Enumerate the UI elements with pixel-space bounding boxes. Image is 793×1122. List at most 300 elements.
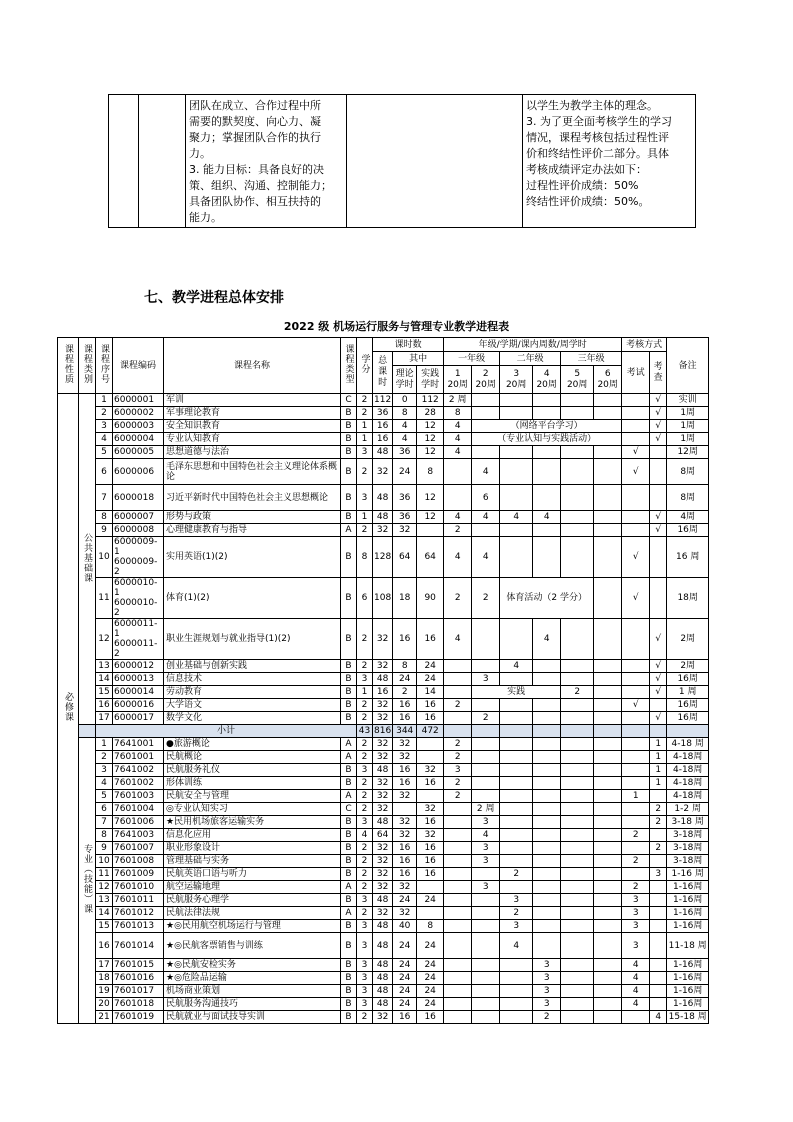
credit-cell: 3: [357, 673, 373, 686]
practice-hours-cell: [417, 881, 444, 894]
credit-cell: 2: [357, 699, 373, 712]
code-cell: 6000008: [113, 524, 164, 537]
total-hours-cell: 32: [373, 868, 393, 881]
sem-4-cell: [533, 459, 561, 485]
sem-5-cell: [561, 803, 594, 816]
credit-cell: 3: [357, 920, 373, 933]
theory-hours-cell: 4: [393, 420, 417, 433]
check-cell: √: [650, 712, 667, 725]
total-hours-cell: 112: [374, 395, 392, 405]
sem-1-cell: 2: [444, 578, 472, 619]
header-line: 实践: [421, 368, 440, 379]
sem-1-cell: 8: [444, 407, 472, 420]
total-hours-cell: 48: [373, 816, 393, 829]
header-line: 20周: [475, 379, 496, 390]
practice-hours-cell: 24: [417, 998, 444, 1011]
required-course-text: 必修课: [63, 692, 73, 722]
table-row: [58, 842, 709, 855]
sem-3-cell: [500, 485, 533, 511]
sem-5-cell: [561, 446, 594, 459]
sem-3-cell: 2: [500, 868, 533, 881]
exam-cell: 2: [622, 829, 650, 842]
practice-hours-cell: 16: [417, 712, 444, 725]
text-line: 终结性评价成绩：50%。: [526, 195, 650, 208]
header-line: 学时: [421, 379, 440, 390]
exam-cell: √: [622, 537, 650, 578]
sem-2-cell: 3: [472, 881, 500, 894]
seq-cell: 9: [96, 524, 113, 537]
sem-1-cell: [444, 660, 472, 673]
sem-2-cell: [472, 394, 500, 407]
course-name-cell: 职业生涯规划与就业指导(1)(2): [164, 619, 341, 660]
subtotal-sem-1: [444, 725, 472, 738]
header-line: 20周: [597, 379, 618, 390]
sem-2-cell: [472, 751, 500, 764]
sem-3-cell: [500, 985, 533, 998]
remark-cell: 1-16周: [667, 881, 709, 894]
exam-cell: [622, 842, 650, 855]
sem-1-cell: [444, 855, 472, 868]
credit-cell: 2: [357, 524, 373, 537]
check-cell: [650, 855, 667, 868]
credit-cell: 2: [357, 619, 373, 660]
sem-1-cell: 4: [444, 420, 472, 433]
total-hours-cell: 32: [373, 842, 393, 855]
course-name-cell: 民航法律法规: [164, 907, 341, 920]
table-row: [58, 920, 709, 933]
sem-1-cell: 4: [444, 433, 472, 446]
code-cell: 7601008: [113, 855, 164, 868]
course-name-cell: ★◎民用航空机场运行与管理: [164, 920, 341, 933]
remark-cell: 16周: [667, 673, 709, 686]
code-cell: 6000010-1 6000010-2: [113, 578, 164, 619]
theory-hours-cell: 36: [393, 446, 417, 459]
course-name-cell: 军训: [164, 394, 341, 407]
header-sem-5: [561, 366, 594, 394]
top-cell-1: [109, 95, 139, 228]
sem-4-cell: [533, 933, 561, 959]
sem-6-cell: [594, 881, 622, 894]
table-row: [58, 699, 709, 712]
sem-4-cell: 2: [533, 1011, 561, 1024]
code-cell: 6000009-1 6000009-2: [113, 537, 164, 578]
sem-1-cell: [444, 920, 472, 933]
sem-4-cell: [533, 790, 561, 803]
theory-hours-cell: 2: [393, 686, 417, 699]
header-sem-6: [594, 366, 622, 394]
table-caption: 2022 级 机场运行服务与管理专业教学进程表: [283, 320, 510, 333]
course-name-cell: 民航概论: [164, 751, 341, 764]
code-cell: 7601006: [113, 816, 164, 829]
text-line: 情况，课程考核包括过程性评: [526, 131, 669, 144]
sem-1-cell: [444, 673, 472, 686]
total-hours-cell: 36: [373, 407, 393, 420]
theory-hours-cell: 24: [393, 459, 417, 485]
text-line: 价和终结性评价二部分。具体: [526, 147, 669, 160]
sem-1-cell: [444, 972, 472, 985]
sem-2-cell: 4: [472, 459, 500, 485]
seq-cell: 14: [96, 673, 113, 686]
course-name-cell: 信息技术: [164, 673, 341, 686]
sem-2-cell: [472, 777, 500, 790]
type-cell: B: [341, 446, 357, 459]
theory-hours-cell: 24: [393, 998, 417, 1011]
credit-cell: 3: [357, 998, 373, 1011]
course-name-cell: 劳动教育: [164, 686, 341, 699]
practice-hours-cell: 12: [417, 420, 444, 433]
practice-hours-cell: 16: [417, 699, 444, 712]
theory-hours-cell: 0: [393, 394, 417, 407]
total-hours-cell: 64: [373, 829, 393, 842]
table-row: [58, 712, 709, 725]
sem-1-cell: 4: [444, 619, 472, 660]
exam-cell: [622, 764, 650, 777]
remark-cell: 1-16周: [667, 998, 709, 1011]
sem-2-cell: 3: [472, 842, 500, 855]
remark-cell: 12周: [667, 446, 709, 459]
course-name-cell: 创业基础与创新实践: [164, 660, 341, 673]
subtotal-practice: 472: [417, 725, 444, 738]
practice-hours-cell: 32: [417, 829, 444, 842]
code-cell: 7641003: [113, 829, 164, 842]
course-name-cell: ★◎危险品运输: [164, 972, 341, 985]
credit-cell: 6: [357, 578, 373, 619]
sem-1-cell: [444, 894, 472, 907]
course-name-cell: ◎专业认知实习: [164, 803, 341, 816]
type-cell: C: [341, 803, 357, 816]
sem-4-cell: [533, 907, 561, 920]
header-seq: 课程序号: [96, 338, 113, 394]
seq-cell: 17: [96, 712, 113, 725]
seq-cell: 13: [96, 660, 113, 673]
sem-6-cell: [594, 511, 622, 524]
type-cell: B: [341, 420, 357, 433]
check-cell: [650, 578, 667, 619]
check-cell: 2: [650, 803, 667, 816]
remark-cell: 16周: [667, 699, 709, 712]
total-hours-cell: 48: [373, 894, 393, 907]
credit-cell: 3: [357, 446, 373, 459]
code-cell: 7641001: [113, 738, 164, 751]
course-name-cell: 民航服务礼仪: [164, 764, 341, 777]
code-cell: 7601019: [113, 1011, 164, 1024]
remark-cell: 1-2 周: [667, 803, 709, 816]
remark-cell: 1-16周: [667, 920, 709, 933]
sem-6-cell: [594, 394, 622, 407]
header-code: 课程编码: [113, 338, 164, 394]
sem-1-cell: [444, 881, 472, 894]
table-row: [58, 868, 709, 881]
total-hours-cell: 32: [373, 855, 393, 868]
code-cell: 6000014: [113, 686, 164, 699]
course-name-cell: 数学文化: [164, 712, 341, 725]
check-cell: 3: [650, 868, 667, 881]
total-hours-cell: 32: [373, 790, 393, 803]
seq-cell: 11: [96, 868, 113, 881]
sem-5-cell: [561, 998, 594, 1011]
remark-cell: 8周: [667, 485, 709, 511]
sem-1-cell: 2: [444, 524, 472, 537]
sem-6-cell: [594, 959, 622, 972]
subtotal-sem-4: [533, 725, 561, 738]
course-name-cell: 民航安全与管理: [164, 790, 341, 803]
remark-cell: 4-18周: [667, 777, 709, 790]
sem-4-cell: [533, 855, 561, 868]
header-line: 1: [454, 368, 461, 379]
sem-4-cell: [533, 738, 561, 751]
sem-6-cell: [594, 578, 622, 619]
type-cell: B: [341, 578, 357, 619]
table-row: [58, 420, 709, 433]
type-cell: B: [341, 712, 357, 725]
check-cell: [650, 790, 667, 803]
sem-3-cell: [500, 881, 533, 894]
sem-5-cell: [561, 738, 594, 751]
header-line: 2: [482, 368, 489, 379]
table-row: [58, 933, 709, 959]
total-hours-cell: 16: [373, 433, 393, 446]
exam-cell: [622, 1011, 650, 1024]
total-hours-cell: 108: [373, 578, 393, 619]
type-cell: B: [341, 764, 357, 777]
sem-6-cell: [594, 485, 622, 511]
table-row: [58, 959, 709, 972]
remark-cell: 实训: [667, 394, 709, 407]
sem-6-cell: [594, 524, 622, 537]
remark-cell: 1 周: [667, 686, 709, 699]
subtotal-remark: [667, 725, 709, 738]
table-row: [58, 738, 709, 751]
sem-2-cell: [472, 959, 500, 972]
sem-4-cell: [533, 699, 561, 712]
sem-5-cell: [561, 777, 594, 790]
theory-hours-cell: 32: [393, 751, 417, 764]
seq-cell: 7: [96, 816, 113, 829]
sem-5-cell: [561, 972, 594, 985]
total-hours-cell: 48: [373, 485, 393, 511]
sem-3-cell: [500, 537, 533, 578]
sem-2-cell: [472, 985, 500, 998]
sem-3-cell: [500, 407, 533, 420]
header-line: 4: [543, 368, 550, 379]
credit-cell: 2: [357, 790, 373, 803]
sem-5-cell: [561, 751, 594, 764]
theory-hours-cell: 16: [393, 855, 417, 868]
sem-3-cell: [500, 829, 533, 842]
sem-3-cell: [500, 751, 533, 764]
sem-6-cell: [594, 673, 622, 686]
sem-1-cell: 4: [444, 537, 472, 578]
header-check: [650, 352, 667, 394]
theory-hours-cell: 18: [393, 578, 417, 619]
seq-cell: 18: [96, 972, 113, 985]
practice-hours-cell: 8: [417, 459, 444, 485]
sem-3-cell: [500, 816, 533, 829]
exam-cell: [622, 394, 650, 407]
sem-5-cell: [561, 1011, 594, 1024]
header-remark: 备注: [667, 338, 709, 394]
sem-2-cell: [472, 699, 500, 712]
required-course-label: [58, 394, 79, 1024]
remark-cell: 4-18周: [667, 790, 709, 803]
table-row: [58, 764, 709, 777]
exam-cell: [622, 511, 650, 524]
sem-5-cell: [561, 829, 594, 842]
credit-cell: 2: [357, 712, 373, 725]
credit-cell: 2: [357, 855, 373, 868]
sem-3-cell: [500, 673, 533, 686]
type-cell: B: [341, 816, 357, 829]
remark-cell: 3-18周: [667, 842, 709, 855]
check-cell: [650, 537, 667, 578]
header-line: 20周: [447, 379, 468, 390]
check-cell: [650, 920, 667, 933]
seq-cell: 1: [96, 394, 113, 407]
check-cell: 1: [650, 777, 667, 790]
table-row: [58, 803, 709, 816]
sem-2-cell: [472, 1011, 500, 1024]
total-hours-cell: 32: [373, 660, 393, 673]
course-name-cell: 职业形象设计: [164, 842, 341, 855]
table-row: [58, 578, 709, 619]
theory-hours-cell: 32: [393, 907, 417, 920]
sem-2-cell: 4: [472, 537, 500, 578]
seq-cell: 6: [96, 803, 113, 816]
course-name-cell: 实用英语(1)(2): [164, 537, 341, 578]
sem-4-cell: [533, 394, 561, 407]
seq-cell: 8: [96, 829, 113, 842]
theory-hours-cell: 36: [393, 485, 417, 511]
remark-cell: 1-16周: [667, 907, 709, 920]
seq-cell: 12: [96, 619, 113, 660]
seq-cell: 5: [96, 446, 113, 459]
sem-1-cell: 2: [444, 699, 472, 712]
credit-cell: 3: [357, 485, 373, 511]
sem-4-cell: 4: [533, 511, 561, 524]
total-hours-cell: 16: [373, 686, 393, 699]
exam-cell: 3: [622, 933, 650, 959]
sem-2-cell: [472, 894, 500, 907]
check-cell: 4: [650, 1011, 667, 1024]
sem-2-cell: 2: [472, 578, 500, 619]
practice-hours-cell: 24: [417, 933, 444, 959]
check-cell: [650, 881, 667, 894]
sem-3-cell: [500, 394, 533, 407]
sem-1-cell: [444, 868, 472, 881]
type-cell: B: [341, 511, 357, 524]
type-cell: B: [341, 407, 357, 420]
table-row: [58, 829, 709, 842]
table-row: [58, 673, 709, 686]
subtotal-row: [58, 725, 709, 738]
exam-cell: [622, 868, 650, 881]
subtotal-total: 816: [374, 726, 392, 736]
sem-5-cell: [561, 894, 594, 907]
code-cell: 6000004: [113, 433, 164, 446]
top-continuation-table: [108, 94, 696, 228]
type-cell: B: [341, 985, 357, 998]
total-hours-cell: 32: [373, 803, 393, 816]
seq-cell: 5: [96, 790, 113, 803]
seq-cell: 4: [96, 777, 113, 790]
sem-1-cell: 4: [444, 511, 472, 524]
type-cell: B: [341, 433, 357, 446]
total-hours-cell: 48: [373, 959, 393, 972]
theory-hours-cell: 32: [393, 738, 417, 751]
check-cell: √: [650, 660, 667, 673]
sem-1-cell: [444, 959, 472, 972]
sem-6-cell: [594, 537, 622, 578]
sem-6-cell: [594, 803, 622, 816]
check-cell: 2: [650, 842, 667, 855]
subtotal-category: [79, 725, 96, 738]
remark-cell: 2周: [667, 660, 709, 673]
header-sem-2: [472, 366, 500, 394]
sem-2-cell: 3: [472, 855, 500, 868]
sem-1-cell: [444, 485, 472, 511]
sem-2-cell: [472, 764, 500, 777]
practice-hours-cell: 24: [417, 673, 444, 686]
text-line: 3. 为了更全面考核学生的学习: [526, 115, 672, 128]
sem-2-cell: 2: [472, 712, 500, 725]
header-line: 查: [653, 372, 663, 383]
course-name-cell: ★◎民航安检实务: [164, 959, 341, 972]
course-name-cell: 民航就业与面试技导实训: [164, 1011, 341, 1024]
total-hours-cell: 32: [373, 712, 393, 725]
subtotal-sem-6: [594, 725, 622, 738]
top-cell-objectives: [186, 95, 347, 228]
sem-1-cell: [444, 907, 472, 920]
total-hours-cell: 48: [373, 972, 393, 985]
theory-hours-cell: 64: [393, 537, 417, 578]
table-row: [58, 433, 709, 446]
sem-4-cell: [533, 485, 561, 511]
header-line: 20周: [505, 379, 527, 390]
remark-cell: 1-16 周: [667, 868, 709, 881]
remark-cell: 1周: [667, 420, 709, 433]
exam-cell: [622, 660, 650, 673]
seq-cell: 17: [96, 959, 113, 972]
text-line: 考核成绩评定办法如下：: [526, 163, 647, 176]
practice-hours-cell: 24: [417, 972, 444, 985]
table-row: [58, 459, 709, 485]
type-cell: B: [341, 686, 357, 699]
remark-cell: 4-18周: [667, 764, 709, 777]
header-exam: 考试: [622, 352, 650, 394]
table-row: [58, 985, 709, 998]
sem-5-cell: [561, 920, 594, 933]
sem-2-cell: 3: [472, 816, 500, 829]
type-cell: B: [341, 459, 357, 485]
credit-cell: 2: [357, 1011, 373, 1024]
sem-2-cell: [472, 972, 500, 985]
remark-cell: 1-16周: [667, 959, 709, 972]
sem-5-cell: [561, 842, 594, 855]
text-line: 需要的默契度、向心力、凝: [189, 115, 321, 128]
remark-cell: 4-18 周: [667, 738, 709, 751]
remark-cell: 1-16周: [667, 972, 709, 985]
type-cell: B: [341, 894, 357, 907]
course-name-cell: ★民用机场旅客运输实务: [164, 816, 341, 829]
sem-5-cell: [561, 619, 594, 660]
sem-3-cell: [500, 790, 533, 803]
course-name-cell: 民航服务沟通技巧: [164, 998, 341, 1011]
type-cell: A: [341, 738, 357, 751]
exam-cell: 4: [622, 972, 650, 985]
check-cell: 1: [650, 764, 667, 777]
check-cell: √: [650, 433, 667, 446]
sem-6-cell: [594, 933, 622, 959]
